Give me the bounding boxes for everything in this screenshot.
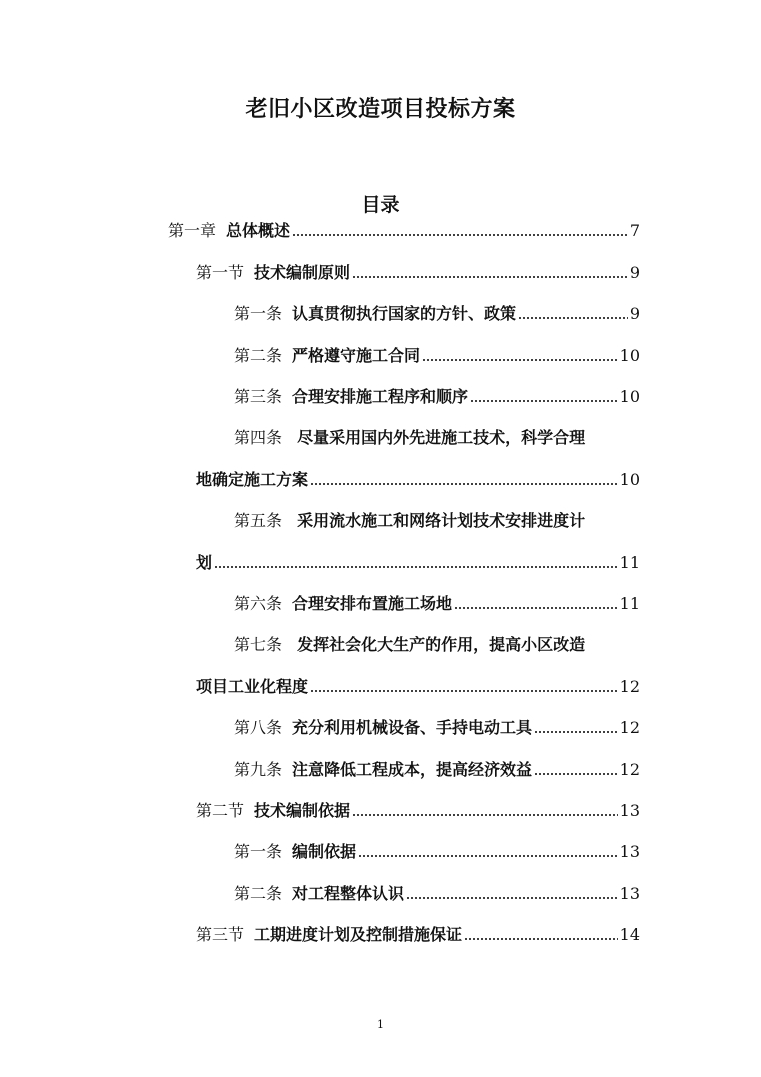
toc-entry-number: 第三条 — [234, 387, 283, 406]
toc-entry-title: 严格遵守施工合同 — [292, 346, 421, 365]
toc-leader-dots — [310, 481, 618, 487]
toc-entry-page: 13 — [619, 801, 640, 820]
toc-entry-page: 10 — [619, 346, 640, 365]
toc-entry-page: 12 — [619, 718, 640, 737]
toc-entry-title: 技术编制依据 — [254, 801, 351, 820]
toc-leader-dots — [352, 812, 618, 818]
toc-entry-continuation[interactable] — [196, 468, 640, 492]
toc-entry-title: 合理安排施工程序和顺序 — [292, 387, 469, 406]
toc-entry-title: 发挥社会化大生产的作用，提高小区改造 — [297, 635, 586, 654]
toc-entry-page: 7 — [629, 221, 640, 240]
toc-entry-title: 对工程整体认识 — [292, 884, 405, 903]
toc-entry-page: 13 — [619, 884, 640, 903]
toc-leader-dots — [358, 853, 618, 859]
toc-leader-dots — [352, 274, 628, 280]
toc-entry-chapter-1[interactable] — [168, 219, 640, 243]
toc-entry-article[interactable] — [234, 385, 640, 409]
toc-entry-title: 编制依据 — [292, 842, 357, 861]
toc-entry-page: 12 — [619, 677, 640, 696]
toc-entry-article[interactable] — [234, 592, 640, 616]
toc-entry-title: 技术编制原则 — [254, 263, 351, 282]
toc-entry-continuation[interactable] — [196, 551, 640, 575]
toc-leader-dots — [534, 771, 618, 777]
toc-entry-page: 10 — [619, 387, 640, 406]
toc-entry-article[interactable] — [234, 716, 640, 740]
toc-heading: 目录 — [361, 194, 400, 216]
page-number-footer: 1 — [377, 1018, 384, 1031]
toc-leader-dots — [310, 688, 618, 694]
toc-entry-title: 总体概述 — [226, 221, 291, 240]
toc-entry-title: 注意降低工程成本，提高经济效益 — [292, 760, 533, 779]
toc-entry-title-continuation: 地确定施工方案 — [196, 470, 309, 489]
toc-entry-title-continuation: 项目工业化程度 — [196, 677, 309, 696]
toc-entry-number: 第二条 — [234, 346, 283, 365]
toc-leader-dots — [454, 605, 618, 611]
toc-entry-title: 尽量采用国内外先进施工技术，科学合理 — [297, 428, 586, 447]
toc-entry-number: 第一节 — [196, 263, 245, 282]
toc-entry-page: 12 — [619, 760, 640, 779]
toc-entry-page: 10 — [619, 470, 640, 489]
toc-entry-article-wrapped[interactable] — [234, 633, 585, 657]
toc-entry-section-2[interactable] — [196, 799, 640, 823]
toc-entry-page: 11 — [619, 594, 640, 613]
toc-entry-title: 合理安排布置施工场地 — [292, 594, 453, 613]
toc-entry-continuation[interactable] — [196, 675, 640, 699]
toc-entry-article[interactable] — [234, 302, 640, 326]
toc-entry-number: 第六条 — [234, 594, 283, 613]
toc-entry-title-continuation: 划 — [196, 553, 213, 572]
toc-leader-dots — [214, 564, 618, 570]
toc-entry-title: 采用流水施工和网络计划技术安排进度计 — [297, 511, 586, 530]
toc-entry-article[interactable] — [234, 758, 640, 782]
toc-entry-number: 第五条 — [234, 511, 283, 530]
toc-leader-dots — [406, 895, 618, 901]
toc-entry-number: 第二条 — [234, 884, 283, 903]
toc-entry-page: 14 — [619, 925, 640, 944]
toc-entry-article-wrapped[interactable] — [234, 509, 585, 533]
toc-entry-page: 13 — [619, 842, 640, 861]
toc-entry-title: 充分利用机械设备、手持电动工具 — [292, 718, 533, 737]
toc-entry-number: 第九条 — [234, 760, 283, 779]
toc-entry-number: 第一条 — [234, 842, 283, 861]
toc-leader-dots — [534, 729, 618, 735]
toc-entry-page: 9 — [629, 304, 640, 323]
toc-entry-page: 11 — [619, 553, 640, 572]
document-title: 老旧小区改造项目投标方案 — [245, 97, 516, 122]
toc-entry-number: 第八条 — [234, 718, 283, 737]
toc-entry-number: 第一章 — [168, 221, 217, 240]
toc-entry-section-1[interactable] — [196, 261, 640, 285]
toc-leader-dots — [464, 936, 618, 942]
toc-entry-number: 第四条 — [234, 428, 283, 447]
toc-entry-number: 第七条 — [234, 635, 283, 654]
toc-entry-article-wrapped[interactable] — [234, 426, 585, 450]
toc-leader-dots — [518, 315, 628, 321]
toc-entry-title: 工期进度计划及控制措施保证 — [254, 925, 463, 944]
toc-entry-article[interactable] — [234, 344, 640, 368]
toc-entry-page: 9 — [629, 263, 640, 282]
toc-entry-number: 第三节 — [196, 925, 245, 944]
toc-entry-article[interactable] — [234, 840, 640, 864]
toc-leader-dots — [470, 398, 618, 404]
toc-entry-number: 第二节 — [196, 801, 245, 820]
toc-entry-article[interactable] — [234, 882, 640, 906]
toc-entry-number: 第一条 — [234, 304, 283, 323]
toc-leader-dots — [292, 232, 628, 238]
toc-leader-dots — [422, 357, 618, 363]
toc-entry-title: 认真贯彻执行国家的方针、政策 — [292, 304, 517, 323]
toc-entry-section-3[interactable] — [196, 923, 640, 947]
